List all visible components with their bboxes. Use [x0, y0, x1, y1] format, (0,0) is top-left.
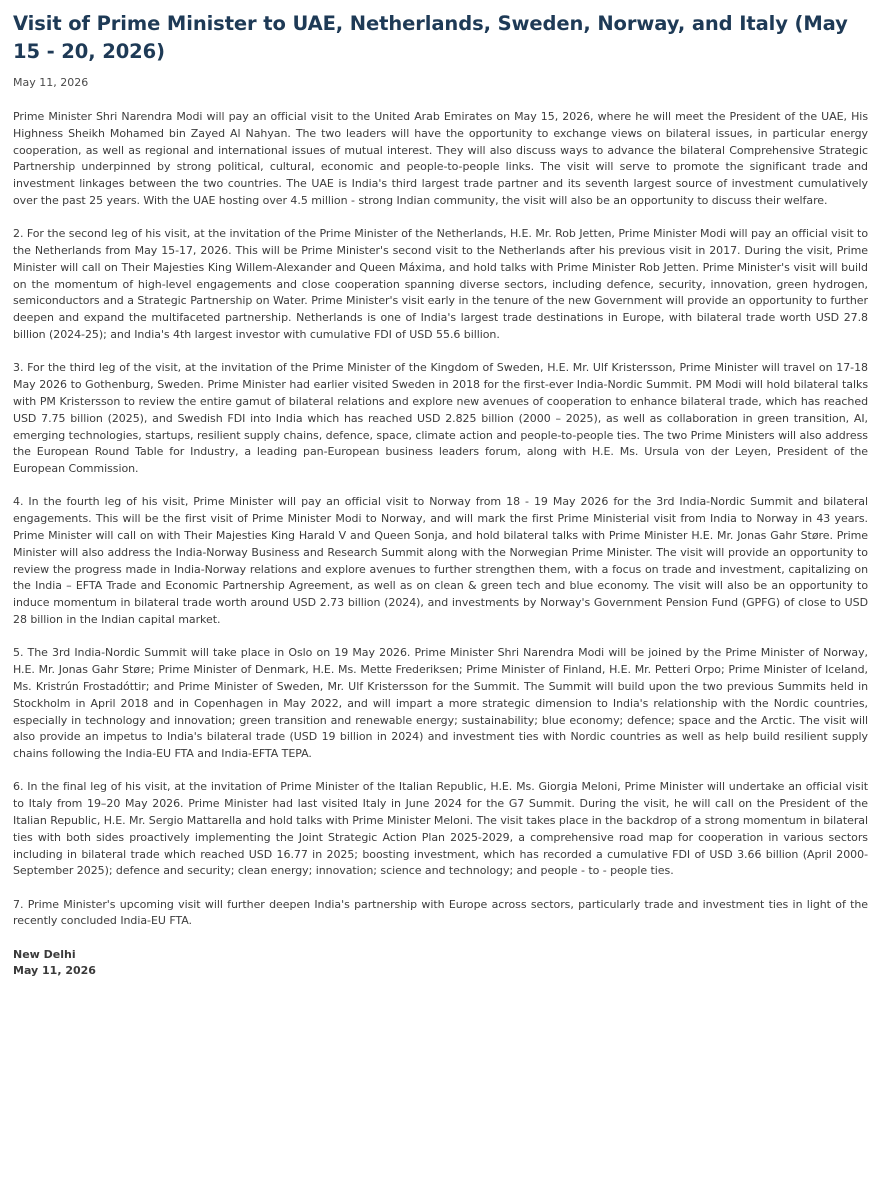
- paragraph-6: 6. In the final leg of his visit, at the invitation of Prime Minister of the Italian Republic, H.E. Ms. Giorgia Meloni, Prime Minister will undertake an official visit to Italy from 19–20 May 2026. Prime Minister had last visited Italy in June 2024 for the G7 Summit. During the visit, he will call on the President of the Italian Republic, H.E. Mr. Sergio Mattarella and hold talks with Prime Minister Meloni. The visit takes place in the backdrop of a strong momentum in bilateral ties with both sides proactively implementing the Joint Strategic Action Plan 2025-2029, a comprehensive road map for cooperation in various sectors including in bilateral trade which reached USD 16.77 in 2025; boosting investment, which has recorded a cumulative FDI of USD 3.66 billion (April 2000-September 2025); defence and security; clean energy; innovation; science and technology; and people - to - people ties.: [13, 780, 868, 878]
- publish-date: May 11, 2026: [13, 76, 89, 89]
- page-title: Visit of Prime Minister to UAE, Netherlands, Sweden, Norway, and Italy (May 15 - 20, 2026): [13, 12, 848, 63]
- signoff-date: May 11, 2026: [13, 964, 96, 978]
- release-body: [13, 109, 868, 930]
- paragraph-2: 2. For the second leg of his visit, at the invitation of the Prime Minister of the Netherlands, H.E. Mr. Rob Jetten, Prime Minister Modi will pay an official visit to the Netherlands from May 15-17, 2026. This will be Prime Minister's second visit to the Netherlands after his previous visit in 2017. During the visit, Prime Minister will call on Their Majesties King Willem-Alexander and Queen Máxima, and hold talks with Prime Minister Rob Jetten. Prime Minister's visit will build on the momentum of high-level engagements and close cooperation spanning diverse sectors, including defence, security, innovation, green hydrogen, semiconductors and a Strategic Partnership on Water. Prime Minister's visit early in the tenure of the new Government will provide an opportunity to further deepen and expand the multifaceted partnership. Netherlands is one of India's largest trade destinations in Europe, with bilateral trade worth USD 27.8 billion (2024-25); and India's 4th largest investor with cumulative FDI of USD 55.6 billion.: [13, 227, 868, 342]
- paragraph-4: 4. In the fourth leg of his visit, Prime Minister will pay an official visit to Norway from 18 - 19 May 2026 for the 3rd India-Nordic Summit and bilateral engagements. This will be the first visit of Prime Minister Modi to Norway, and will mark the first Prime Ministerial visit from India to Norway in 43 years. Prime Minister will call on with Their Majesties King Harald V and Queen Sonja, and hold bilateral talks with Prime Minister H.E. Mr. Jonas Gahr Støre. Prime Minister will also address the India-Norway Business and Research Summit along with the Norwegian Prime Minister. The visit will provide an opportunity to review the progress made in India-Norway relations and explore avenues to further strengthen them, with a focus on trade and investment, capitalizing on the India – EFTA Trade and Economic Partnership Agreement, as well as on clean & green tech and blue economy. The visit will also be an opportunity to induce momentum in bilateral trade worth around USD 2.73 billion (2024), and investments by Norway's Government Pension Fund (GPFG) of close to USD 28 billion in the Indian capital market.: [13, 495, 868, 627]
- paragraph-1: Prime Minister Shri Narendra Modi will pay an official visit to the United Arab Emirates on May 15, 2026, where he will meet the President of the UAE, His Highness Sheikh Mohamed bin Zayed Al Nahyan. The two leaders will have the opportunity to exchange views on bilateral issues, in particular energy cooperation, as well as regional and international issues of mutual interest. They will also discuss ways to advance the bilateral Comprehensive Strategic Partnership underpinned by strong political, cultural, economic and people-to-people links. The visit will serve to promote the significant trade and investment linkages between the two countries. The UAE is India's third largest trade partner and its seventh largest source of investment cumulatively over the past 25 years. With the UAE hosting over 4.5 million - strong Indian community, the visit will also be an opportunity to discuss their welfare.: [13, 110, 868, 207]
- signoff: [13, 947, 868, 980]
- paragraph-7: 7. Prime Minister's upcoming visit will further deepen India's partnership with Europe across sectors, particularly trade and investment ties in light of the recently concluded India-EU FTA.: [13, 897, 868, 928]
- paragraph-5: 5. The 3rd India-Nordic Summit will take place in Oslo on 19 May 2026. Prime Minister Shri Narendra Modi will be joined by the Prime Minister of Norway, H.E. Mr. Jonas Gahr Støre; Prime Minister of Denmark, H.E. Ms. Mette Frederiksen; Prime Minister of Finland, H.E. Mr. Petteri Orpo; Prime Minister of Iceland, Ms. Kristrún Frostadóttir; and Prime Minister of Sweden, Mr. Ulf Kristersson for the Summit. The Summit will build upon the two previous Summits held in Stockholm in April 2018 and in Copenhagen in May 2022, and will impart a more strategic dimension to India's relationship with the Nordic countries, especially in technology and innovation; green transition and renewable energy; sustainability; blue economy; defence; space and the Arctic. The visit will also provide an impetus to India's bilateral trade (USD 19 billion in 2024) and investment ties with Nordic countries as well as help build resilient supply chains following the India-EU FTA and India-EFTA TEPA.: [13, 646, 868, 761]
- paragraph-3: 3. For the third leg of the visit, at the invitation of the Prime Minister of the Kingdom of Sweden, H.E. Mr. Ulf Kristersson, Prime Minister will travel on 17-18 May 2026 to Gothenburg, Sweden. Prime Minister had earlier visited Sweden in 2018 for the first-ever India-Nordic Summit. PM Modi will hold bilateral talks with PM Kristersson to review the entire gamut of bilateral relations and explore new avenues of cooperation to enhance bilateral trade, which has reached USD 7.75 billion (2025), and Swedish FDI into India which has reached USD 2.825 billion (2000 – 2025), as well as collaboration in green transition, AI, emerging technologies, startups, resilient supply chains, defence, space, climate action and people-to-people ties. The two Prime Ministers will also address the European Round Table for Industry, a leading pan-European business leaders forum, along with H.E. Ms. Ursula von der Leyen, President of the European Commission.: [13, 361, 868, 476]
- signoff-place: New Delhi: [13, 947, 76, 961]
